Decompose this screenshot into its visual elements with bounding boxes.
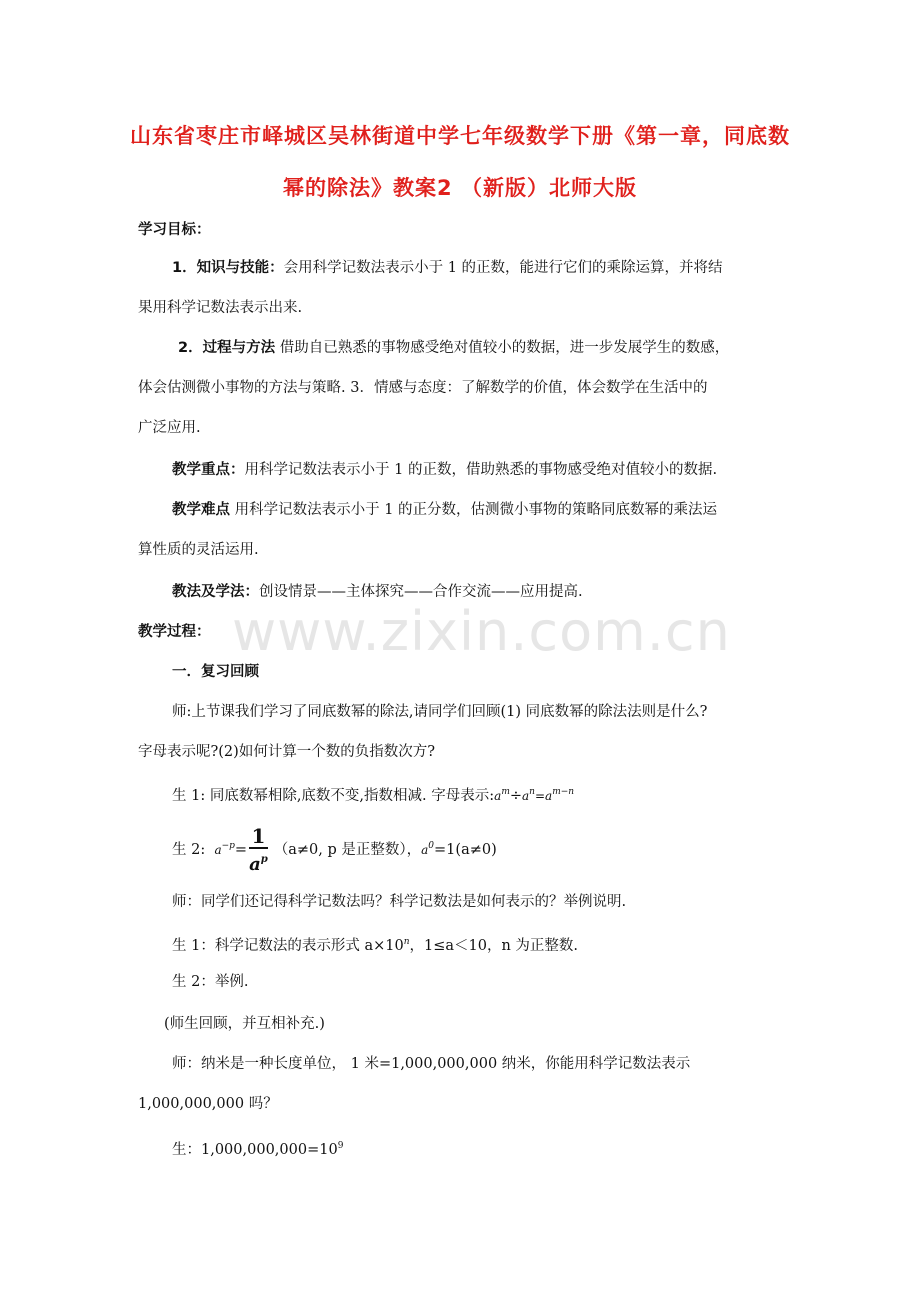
student-answer-nano [172,1136,343,1160]
student-1-answer [172,782,574,806]
fraction-numerator: 1 [249,825,268,849]
fraction [249,825,268,876]
key-point [172,460,717,480]
watermark: www.zixin.com.cn [232,600,731,663]
title-line-1: 山东省枣庄市峄城区吴林街道中学七年级数学下册《第一章，同底数 [130,124,790,148]
goal-2-cont: 体会估测微小事物的方法与策略. 3．情感与态度：了解数学的价值，体会数学在生活中的 [138,380,708,396]
key-point-text: 用科学记数法表示小于 1 的正数，借助熟悉的事物感受绝对值较小的数据. [244,462,718,478]
exp-n: n [529,787,535,797]
zero-exp-base: a [421,843,429,857]
process-heading: 教学过程： [138,624,211,640]
section-review: 一．复习回顾 [172,664,259,680]
formula-a: a [494,789,502,803]
sci-exp: n [403,937,410,947]
goals-heading: 学习目标： [138,222,211,238]
difficulty [172,500,717,520]
goal-1 [172,258,723,278]
goal-2-text: 借助自已熟悉的事物感受绝对值较小的数据，进一步发展学生的数感， [279,340,730,356]
teacher-q3-cont: 1,000,000,000 吗？ [138,1096,278,1112]
zero-exp: 0 [428,841,435,851]
eq-sign: = [534,789,546,803]
condition: （a≠0, p 是正整数）， [273,842,422,858]
method-text: 创设情景——主体探究——合作交流——应用提高. [259,584,583,600]
teacher-q1-cont: 字母表示呢?(2)如何计算一个数的负指数次方? [138,744,436,760]
student-2-example: 生 2：举例. [172,974,249,990]
sci-rest: ，1≤a＜10，n 为正整数. [409,938,579,954]
sci-text: 生 1：科学记数法的表示形式 a×10 [172,938,404,954]
review-note: (师生回顾，并互相补充.) [164,1016,325,1032]
method [172,582,583,602]
exp-m-minus-n: m−n [552,787,575,797]
student-1-text: 生 1: 同底数幂相除,底数不变,指数相减. 字母表示: [172,788,495,804]
neg-exp-base: a [214,843,222,857]
goal-2-label: 2．过程与方法 [178,340,276,356]
teacher-q2: 师：同学们还记得科学记数法吗？科学记数法是如何表示的？举例说明. [172,894,627,910]
student-2-label: 生 2: [172,842,206,858]
teacher-q1: 师:上节课我们学习了同底数幂的除法,请同学们回顾(1) 同底数幂的除法法则是什么? [172,704,708,720]
goal-2-cont-2: 广泛应用. [138,420,201,436]
fraction-den-base: a [249,853,261,875]
difficulty-label: 教学难点 [172,502,230,518]
document-title [110,110,810,214]
teacher-q3: 师：纳米是一种长度单位， 1 米=1,000,000,000 纳米，你能用科学记数法表示 [172,1056,691,1072]
goal-2 [178,338,729,358]
difficulty-text: 用科学记数法表示小于 1 的正分数，估测微小事物的策略同底数幂的乘法运 [234,502,718,518]
zero-exp-rest: =1(a≠0) [434,842,497,858]
fraction-denominator [249,849,268,876]
formula-a-2: a [522,789,530,803]
goal-1-text: 会用科学记数法表示小于 1 的正数，能进行它们的乘除运算，并将结 [283,260,723,276]
title-line-2: 幂的除法》教案2 （新版）北师大版 [283,176,637,200]
key-point-label: 教学重点： [172,462,245,478]
nano-text: 生：1,000,000,000=10 [172,1142,338,1158]
neg-exp: −p [221,841,235,851]
fraction-den-exp: p [260,853,268,865]
goal-1-label: 1．知识与技能： [172,260,284,276]
nano-exp: 9 [337,1141,344,1151]
div-sign: ÷ [509,788,523,804]
student-1-sci [172,932,578,956]
formula-a-3: a [545,789,553,803]
difficulty-cont: 算性质的灵活运用. [138,542,259,558]
neg-exp-eq: = [234,842,248,858]
exp-m: m [501,787,510,797]
method-label: 教法及学法： [172,584,259,600]
student-2-answer [172,822,497,876]
goal-1-cont: 果用科学记数法表示出来. [138,300,303,316]
